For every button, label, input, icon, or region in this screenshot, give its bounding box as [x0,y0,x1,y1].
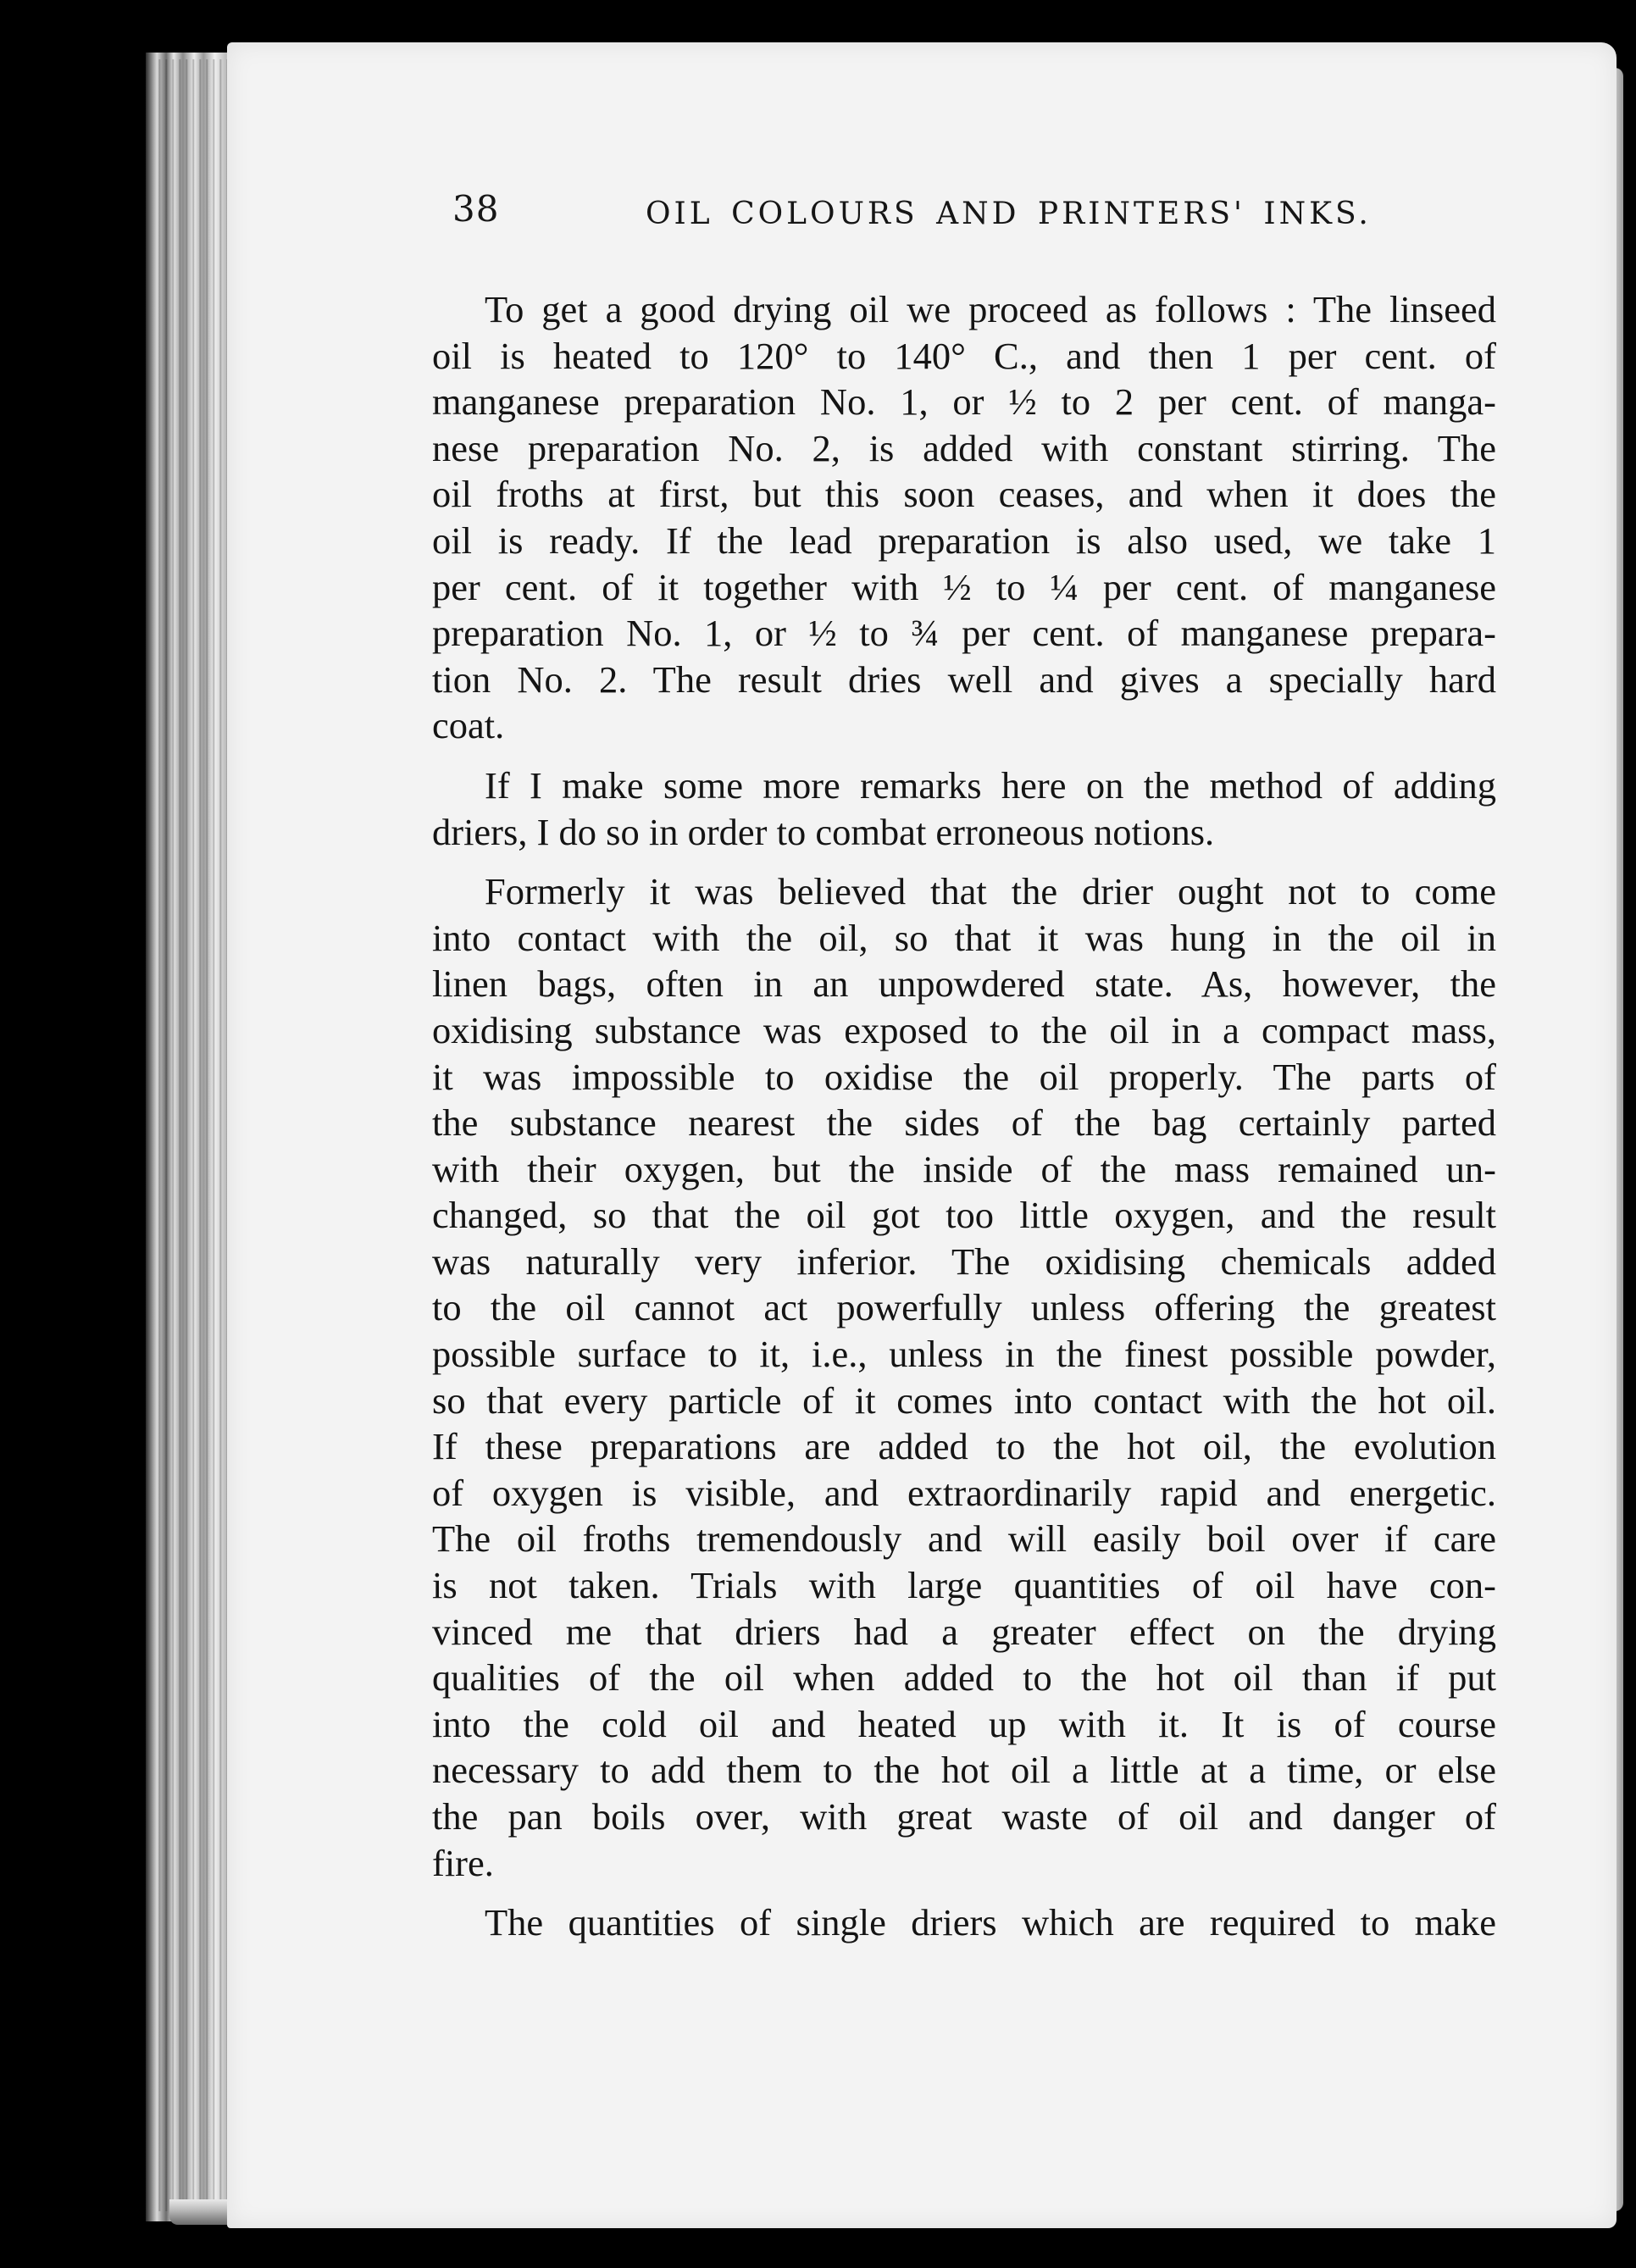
text-line: so that every particle of it comes into contact with the hot oil. [432,1378,1496,1422]
text-line: oxidising substance was exposed to the oil in a compact mass, [432,1008,1496,1051]
text-line: To get a good drying oil we proceed as follows : The linseed [485,288,1496,330]
paragraph [432,762,1496,855]
running-head [0,188,1636,247]
page-number: 38 [452,188,500,230]
running-title: OIL COLOURS AND PRINTERS' INKS. [646,197,1372,231]
book-binding-texture [154,59,230,2211]
text-line: the pan boils over, with great waste of oil and danger of [432,1795,1496,1838]
text-line: If I make some more remarks here on the method of adding [485,763,1496,807]
text-line: is not taken. Trials with large quantities of oil have con- [432,1564,1496,1607]
text-line: Formerly it was believed that the drier ought not to come [485,870,1496,913]
text-line: The oil froths tremendously and will easily boil over if care [432,1517,1496,1561]
text-line: it was impossible to oxidise the oil properly. The parts of [432,1055,1496,1098]
text-line: driers, I do so in order to combat erroneous notions. [432,810,1215,853]
text-line: oil is ready. If the lead preparation is also used, we take 1 [432,518,1496,562]
text-line: fire. [432,1841,494,1884]
text-line: into the cold oil and heated up with it. It is of course [432,1702,1496,1745]
text-line: to the oil cannot act powerfully unless offering the greatest [432,1286,1496,1329]
paragraph-gap [432,855,1496,868]
paragraph [432,286,1496,749]
paragraph [432,1899,1496,1946]
text-line: oil froths at first, but this soon ceases, and when it does the [432,473,1496,516]
paragraph-gap [432,749,1496,762]
text-line: preparation No. 1, or ½ to ¾ per cent. of manganese prepara- [432,612,1496,655]
text-line: If these preparations are added to the hot oil, the evolution [432,1425,1496,1468]
text-line: the substance nearest the sides of the bag certainly parted [432,1101,1496,1145]
text-line: oil is heated to 120° to 140° C., and then 1 per cent. of [432,334,1496,377]
paragraph [432,868,1496,1886]
text-line: qualities of the oil when added to the hot oil than if put [432,1656,1496,1700]
text-line: with their oxygen, but the inside of the mass remained un- [432,1147,1496,1190]
text-line: manganese preparation No. 1, or ½ to 2 per cent. of manga- [432,380,1496,424]
text-line: possible surface to it, i.e., unless in the finest possible powder, [432,1333,1496,1376]
text-line: changed, so that the oil got too little oxygen, and the result [432,1194,1496,1237]
body-text [432,286,1496,1946]
text-line: linen bags, often in an unpowdered state. As, however, the [432,962,1496,1006]
text-line: into contact with the oil, so that it was hung in the oil in [432,916,1496,959]
text-line: The quantities of single driers which are required to make [485,1901,1496,1944]
text-line: tion No. 2. The result dries well and gives a specially hard [432,657,1496,701]
text-line: coat. [432,704,505,747]
text-line: nese preparation No. 2, is added with constant stirring. The [432,426,1496,469]
paragraph-gap [432,1886,1496,1899]
text-line: necessary to add them to the hot oil a little at a time, or else [432,1749,1496,1792]
text-line: vinced me that driers had a greater effect on the drying [432,1610,1496,1653]
text-line: was naturally very inferior. The oxidising chemicals added [432,1239,1496,1283]
text-line: of oxygen is visible, and extraordinarily rapid and energetic. [432,1471,1496,1514]
text-line: per cent. of it together with ½ to ¼ per cent. of manganese [432,565,1496,608]
